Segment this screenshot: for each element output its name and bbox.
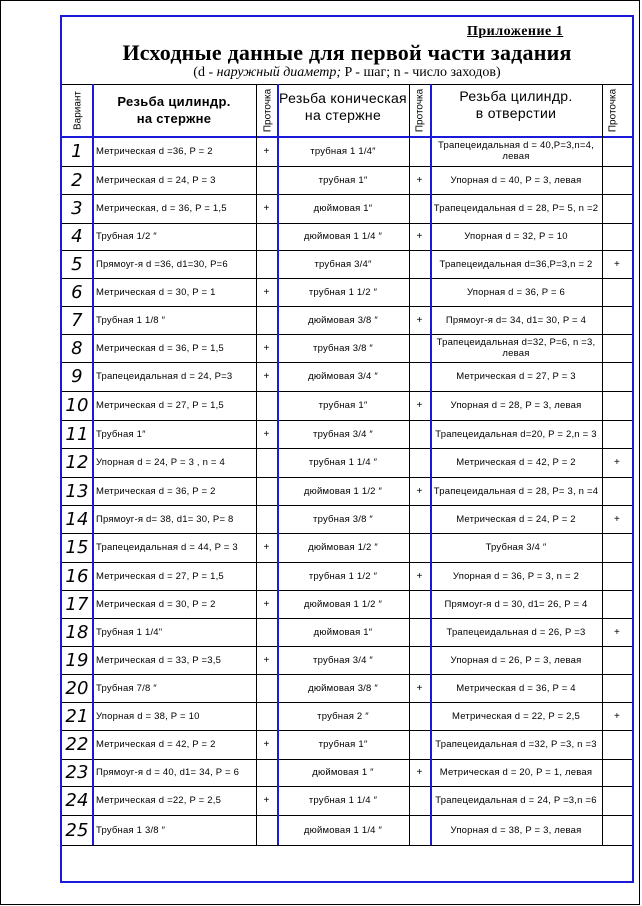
hole-cylindrical-thread: Трапецеидальная d=32, P=6, n =3, левая — [436, 337, 596, 359]
groove-1-mark — [256, 223, 277, 250]
variant-number: 10 — [65, 395, 89, 416]
hole-cylindrical-thread: Упорная d = 36, P = 3, n = 2 — [452, 570, 580, 582]
rod-cylindrical-thread: Метрическая, d = 36, P = 1,5 — [96, 203, 227, 214]
rod-conical-thread: трубная 1″ — [318, 400, 368, 411]
hole-cylindrical-thread: Упорная d = 38, P = 3, левая — [450, 824, 582, 836]
variant-number: 7 — [71, 309, 83, 331]
groove-1-mark: + — [263, 371, 270, 382]
groove-3-mark — [602, 166, 632, 194]
table-row — [62, 420, 632, 448]
groove-1-mark: + — [263, 428, 270, 440]
rod-cylindrical-thread: Прямоуг-я d =36, d1=30, P=6 — [96, 258, 228, 270]
header-hole-cyl-line1: Резьба цилиндр. — [459, 88, 573, 104]
groove-1-mark — [256, 477, 277, 505]
rod-conical-thread: трубная 2 ″ — [317, 710, 369, 722]
rod-cylindrical-thread: Трубная 7/8 ″ — [96, 682, 157, 694]
rod-cylindrical-thread: Метрическая d = 30, P = 1 — [96, 286, 216, 298]
groove-2-mark — [409, 194, 430, 223]
table-row — [62, 786, 632, 815]
groove-2-mark — [409, 730, 430, 759]
groove-2-mark: + — [416, 767, 423, 778]
variant-number: 2 — [71, 169, 83, 191]
groove-3-mark — [602, 306, 632, 334]
rod-conical-thread: трубная 1″ — [318, 739, 368, 750]
groove-3-mark — [602, 759, 632, 786]
variant-number: 14 — [65, 508, 89, 530]
header-rod-con-line2: на стержне — [304, 107, 382, 123]
rod-cylindrical-thread: Упорная d = 24, P = 3 , n = 4 — [96, 457, 225, 468]
rod-cylindrical-thread: Метрическая d = 36, P = 2 — [96, 485, 216, 497]
groove-2-mark: + — [416, 570, 423, 582]
hole-cylindrical-thread: Прямоуг-я d= 34, d1= 30, P = 4 — [445, 314, 587, 326]
data-table — [62, 84, 632, 845]
rod-cylindrical-thread: Метрическая d = 30, P = 2 — [96, 598, 216, 610]
table-row — [62, 646, 632, 674]
rod-cylindrical-thread: Метрическая d = 42, P = 2 — [96, 739, 216, 750]
groove-2-mark — [409, 646, 430, 674]
hole-cylindrical-thread: Трапецеидальная d=20, P = 2,n = 3 — [435, 428, 597, 440]
variant-number: 3 — [71, 198, 83, 219]
groove-3-mark — [602, 391, 632, 420]
groove-1-mark: + — [263, 795, 270, 806]
table-row — [62, 590, 632, 618]
variant-number: 19 — [65, 649, 89, 671]
rod-cylindrical-thread: Метрическая d = 36, P = 1,5 — [96, 342, 224, 354]
groove-3-mark — [602, 362, 632, 391]
header-rod-cylindrical — [92, 84, 256, 136]
rod-conical-thread: дюймовая 1″ — [313, 203, 373, 214]
groove-3-mark — [602, 646, 632, 674]
groove-2-mark — [409, 334, 430, 362]
rod-cylindrical-thread: Метрическая d = 27, P = 1,5 — [96, 570, 224, 582]
rod-cylindrical-thread: Трубная 1 1/4" — [96, 626, 163, 638]
rod-conical-thread: трубная 1 1/2 ″ — [308, 286, 378, 298]
table-row — [62, 166, 632, 194]
variant-number: 4 — [71, 226, 83, 247]
groove-2-mark — [409, 505, 430, 533]
rod-cylindrical-thread: Метрическая d = 24, P = 3 — [96, 174, 216, 186]
variant-number: 13 — [65, 480, 89, 502]
subtitle-pitch: P - шаг; — [341, 65, 391, 80]
appendix-label: Приложение 1 — [467, 24, 564, 39]
table-row — [62, 362, 632, 391]
rod-cylindrical-thread: Трубная 1/2 ″ — [96, 231, 157, 242]
groove-1-mark: + — [263, 286, 270, 298]
table-row — [62, 136, 632, 166]
variant-number: 6 — [71, 281, 83, 303]
variant-number: 18 — [65, 621, 89, 643]
table-row — [62, 391, 632, 420]
groove-1-mark — [256, 759, 277, 786]
rod-conical-thread: дюймовая 1 1/4 ″ — [303, 824, 383, 836]
groove-3-mark — [602, 477, 632, 505]
hole-cylindrical-thread: Трапецеидальная d = 26, P =3 — [446, 626, 586, 638]
hole-cylindrical-thread: Трапецеидальная d =32, P =3, n =3 — [435, 739, 597, 750]
header-variant: Вариант — [72, 90, 84, 131]
hole-cylindrical-thread: Трапецеидальная d = 28, P= 3, n =4 — [433, 485, 599, 497]
hole-cylindrical-thread: Трапецеидальная d=36,P=3,n = 2 — [439, 258, 593, 270]
rod-conical-thread: трубная 1 1/2 ″ — [308, 570, 378, 582]
rod-conical-thread: трубная 3/4 ″ — [313, 428, 373, 440]
table-row — [62, 815, 632, 845]
groove-1-mark — [256, 562, 277, 590]
rod-cylindrical-thread: Метрическая d =36, P = 2 — [96, 145, 213, 157]
table-row — [62, 702, 632, 730]
header-groove-2: Проточка — [414, 88, 426, 133]
groove-3-mark: + — [613, 457, 621, 468]
header-hole-cyl-line2: в отверстии — [475, 105, 557, 121]
header-rod-cyl-line2: на стержне — [136, 111, 212, 126]
groove-3-mark: + — [613, 513, 621, 525]
rod-conical-thread: трубная 1 1/4 ″ — [308, 795, 378, 806]
groove-3-mark — [602, 786, 632, 815]
hole-cylindrical-thread: Метрическая d = 36, P = 4 — [456, 682, 576, 694]
rod-cylindrical-thread: Трубная 1 1/8 ″ — [96, 314, 166, 326]
groove-2-mark — [409, 786, 430, 815]
groove-3-mark — [602, 136, 632, 166]
table-row — [62, 194, 632, 223]
rod-cylindrical-thread: Метрическая d = 27, P = 1,5 — [96, 400, 224, 411]
rod-conical-thread: трубная 3/8 ″ — [313, 513, 373, 525]
hole-cylindrical-thread: Метрическая d = 22, P = 2,5 — [452, 710, 580, 722]
groove-2-mark: + — [416, 314, 423, 326]
hole-cylindrical-thread: Трапецеидальная d = 40,P=3,n=4, левая — [438, 140, 594, 162]
groove-2-mark: + — [416, 485, 423, 497]
variant-number: 15 — [65, 537, 89, 558]
table-row — [62, 618, 632, 646]
hole-cylindrical-thread: Трапецеидальная d = 28, P= 5, n =2 — [433, 203, 599, 214]
groove-1-mark — [256, 505, 277, 533]
hole-cylindrical-thread: Трубная 3/4 ″ — [485, 542, 547, 553]
groove-3-mark — [602, 815, 632, 845]
table-row — [62, 448, 632, 477]
groove-3-mark — [602, 562, 632, 590]
groove-1-mark: + — [263, 739, 270, 750]
variant-number: 5 — [71, 253, 83, 275]
hole-cylindrical-thread: Метрическая d = 24, P = 2 — [456, 513, 576, 525]
rod-conical-thread: дюймовая 1 ″ — [312, 767, 374, 778]
variant-number: 16 — [65, 565, 89, 587]
groove-3-mark — [602, 730, 632, 759]
table-row — [62, 306, 632, 334]
rod-cylindrical-thread: Трубная 1″ — [96, 428, 146, 440]
rod-cylindrical-thread: Трапецеидальная d = 44, P = 3 — [96, 542, 238, 553]
rod-conical-thread: дюймовая 1″ — [313, 626, 373, 638]
groove-1-mark: + — [263, 598, 270, 610]
variant-number: 21 — [65, 705, 89, 727]
rod-cylindrical-thread: Трапецеидальная d = 24, P=3 — [96, 371, 233, 382]
table-row — [62, 278, 632, 306]
groove-1-mark — [256, 391, 277, 420]
rod-conical-thread: дюймовая 3/8 ″ — [308, 682, 378, 694]
rod-cylindrical-thread: Метрическая d = 33, P =3,5 — [96, 654, 222, 666]
groove-2-mark: + — [416, 231, 423, 242]
table-row — [62, 250, 632, 278]
rod-conical-thread: трубная 3/8 ″ — [313, 342, 373, 354]
table-row — [62, 674, 632, 702]
rod-cylindrical-thread: Прямоуг-я d = 40, d1= 34, P = 6 — [96, 767, 240, 778]
groove-2-mark: + — [416, 174, 423, 186]
groove-2-mark — [409, 533, 430, 562]
variant-number: 11 — [65, 423, 89, 445]
rod-conical-thread: трубная 3/4″ — [314, 258, 372, 270]
groove-2-mark — [409, 362, 430, 391]
groove-2-mark — [409, 250, 430, 278]
rod-conical-thread: дюймовая 1 1/2 ″ — [303, 485, 383, 497]
table-row — [62, 759, 632, 786]
groove-1-mark: + — [263, 203, 270, 214]
groove-2-mark: + — [416, 400, 423, 411]
groove-2-mark — [409, 278, 430, 306]
groove-2-mark — [409, 590, 430, 618]
rod-conical-thread: дюймовая 1 1/4 ″ — [303, 231, 383, 242]
header-rod-con-line1: Резьба коническая — [279, 90, 407, 106]
rod-conical-thread: дюймовая 1 1/2 ″ — [303, 598, 383, 610]
groove-2-mark — [409, 420, 430, 448]
variant-number: 20 — [65, 677, 89, 699]
table-row — [62, 730, 632, 759]
rod-conical-thread: трубная 1″ — [318, 174, 368, 186]
rod-conical-thread: трубная 1 1/4 ″ — [308, 457, 378, 468]
hole-cylindrical-thread: Метрическая d = 27, P = 3 — [456, 371, 576, 382]
subtitle-diameter: наружный диаметр; — [216, 65, 342, 80]
groove-3-mark: + — [613, 710, 621, 722]
groove-1-mark: + — [263, 654, 270, 666]
groove-3-mark — [602, 278, 632, 306]
hole-cylindrical-thread: Прямоуг-я d = 30, d1= 26, P = 4 — [444, 598, 588, 610]
groove-1-mark — [256, 448, 277, 477]
rod-cylindrical-thread: Метрическая d =22, P = 2,5 — [96, 795, 222, 806]
groove-2-mark — [409, 448, 430, 477]
hole-cylindrical-thread: Упорная d = 28, P = 3, левая — [450, 400, 582, 411]
subtitle-starts: n - число заходов) — [390, 65, 501, 80]
rod-cylindrical-thread: Упорная d = 38, P = 10 — [96, 710, 200, 722]
groove-1-mark — [256, 618, 277, 646]
header-groove-1: Проточка — [262, 88, 274, 133]
variant-number: 24 — [65, 790, 89, 811]
rod-cylindrical-thread: Трубная 1 3/8 ″ — [96, 824, 166, 836]
variant-number: 22 — [65, 734, 89, 755]
rod-conical-thread: дюймовая 3/4 ″ — [308, 371, 378, 382]
groove-1-mark — [256, 815, 277, 845]
variant-number: 8 — [71, 337, 83, 359]
groove-1-mark: + — [263, 542, 270, 553]
table-row — [62, 334, 632, 362]
rod-conical-thread: дюймовая 3/8 ″ — [308, 314, 378, 326]
hole-cylindrical-thread: Метрическая d = 42, P = 2 — [456, 457, 576, 468]
header-hole-cylindrical — [430, 84, 602, 136]
groove-2-mark — [409, 815, 430, 845]
variant-number: 1 — [71, 140, 83, 162]
rod-cylindrical-thread: Прямоуг-я d= 38, d1= 30, P= 8 — [96, 513, 234, 525]
header-rod-conical — [277, 84, 409, 136]
hole-cylindrical-thread: Упорная d = 32, P = 10 — [464, 231, 568, 242]
header-rod-cyl-line1: Резьба цилиндр. — [117, 94, 231, 109]
groove-1-mark — [256, 306, 277, 334]
groove-2-mark — [409, 136, 430, 166]
hole-cylindrical-thread: Упорная d = 40, P = 3, левая — [450, 174, 582, 186]
variant-number: 17 — [65, 593, 89, 615]
table-row — [62, 223, 632, 250]
groove-3-mark — [602, 533, 632, 562]
groove-1-mark — [256, 166, 277, 194]
groove-1-mark: + — [263, 145, 270, 157]
table-row — [62, 477, 632, 505]
variant-number: 23 — [65, 762, 89, 783]
groove-3-mark: + — [613, 258, 621, 270]
page-subtitle — [62, 65, 632, 81]
rod-conical-thread: трубная 3/4 ″ — [313, 654, 373, 666]
rod-conical-thread: дюймовая 1/2 ″ — [308, 542, 378, 553]
groove-2-mark — [409, 702, 430, 730]
groove-3-mark — [602, 674, 632, 702]
groove-2-mark: + — [416, 682, 423, 694]
table-row — [62, 562, 632, 590]
groove-2-mark — [409, 618, 430, 646]
groove-3-mark — [602, 420, 632, 448]
groove-1-mark: + — [263, 342, 270, 354]
hole-cylindrical-thread: Упорная d = 26, P = 3, левая — [450, 654, 582, 666]
page-title: Исходные данные для первой части задания — [122, 40, 572, 65]
hole-cylindrical-thread: Трапецеидальная d = 24, P =3,n =6 — [435, 795, 597, 806]
row-divider — [62, 845, 632, 846]
groove-3-mark: + — [613, 626, 621, 638]
groove-3-mark — [602, 194, 632, 223]
groove-3-mark — [602, 223, 632, 250]
table-row — [62, 533, 632, 562]
hole-cylindrical-thread: Упорная d = 36, P = 6 — [466, 286, 566, 298]
groove-1-mark — [256, 674, 277, 702]
row-divider — [62, 84, 632, 85]
rod-conical-thread: трубная 1 1/4″ — [310, 145, 376, 157]
variant-number: 25 — [65, 819, 89, 841]
groove-3-mark — [602, 590, 632, 618]
subtitle-open: (d - — [193, 65, 217, 80]
groove-3-mark — [602, 334, 632, 362]
hole-cylindrical-thread: Метрическая d = 20, P = 1, левая — [439, 767, 593, 778]
table-row — [62, 505, 632, 533]
variant-number: 12 — [65, 452, 89, 473]
groove-1-mark — [256, 250, 277, 278]
groove-1-mark — [256, 702, 277, 730]
variant-number: 9 — [71, 366, 83, 387]
header-groove-3: Проточка — [607, 88, 619, 133]
